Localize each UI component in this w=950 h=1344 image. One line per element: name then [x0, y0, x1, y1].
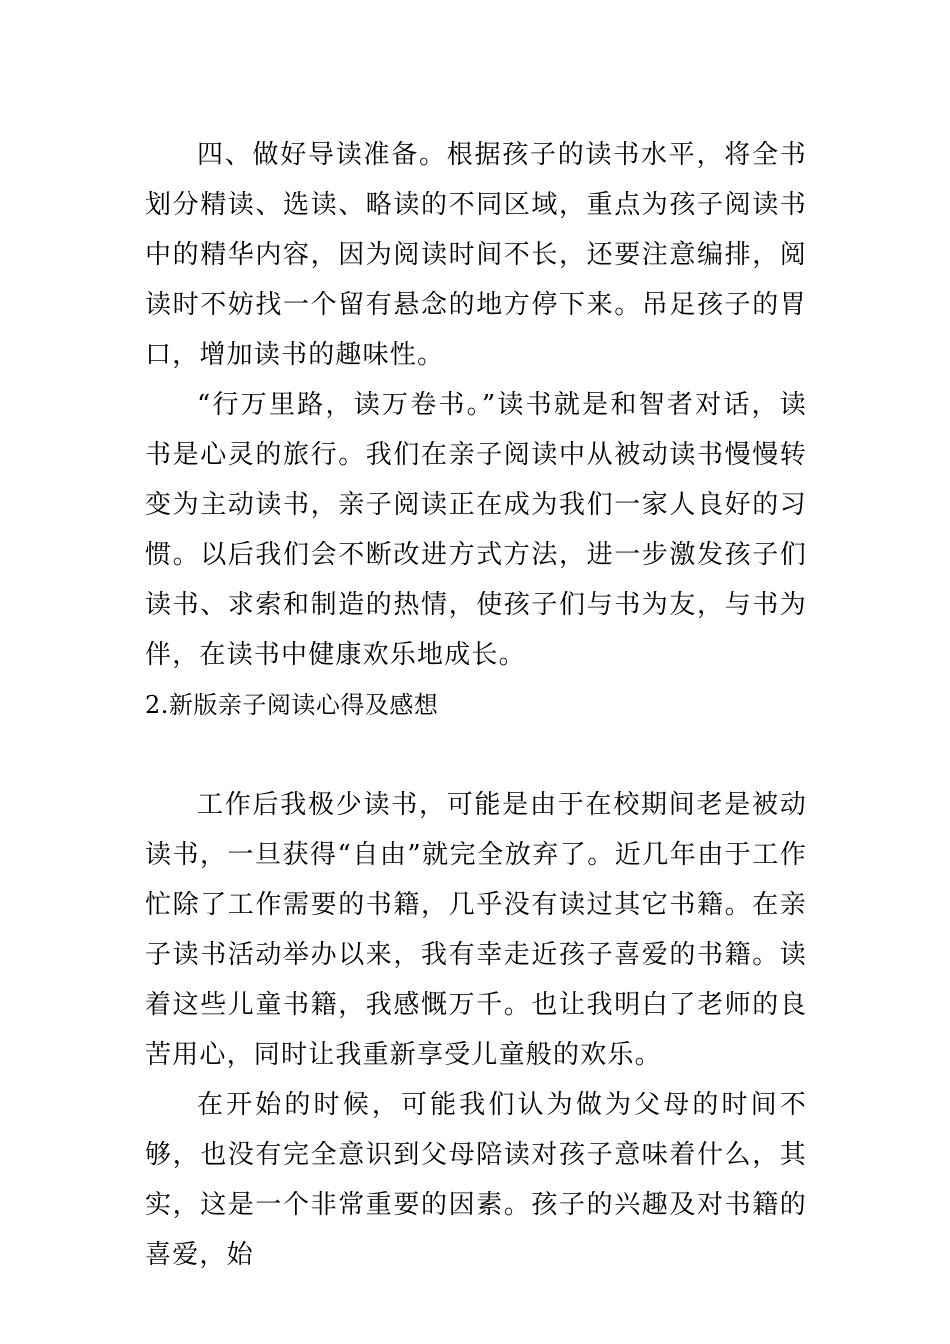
paragraph-parent-time: 在开始的时候，可能我们认为做为父母的时间不够，也没有完全意识到父母陪读对孩子意味着什么，其实，这是一个非常重要的因素。孩子的兴趣及对书籍的喜爱，始	[145, 1090, 807, 1270]
document-body	[145, 130, 807, 1280]
section-heading: 2.新版亲子阅读心得及感想	[145, 691, 439, 719]
paragraph-reading-conclusion: “行万里路，读万卷书。”读书就是和智者对话，读书是心灵的旅行。我们在亲子阅读中从被动读书慢慢转变为主动读书，亲子阅读正在成为我们一家人良好的习惯。以后我们会不断改进方式方法，进一步激发孩子们读书、求索和制造的热情，使孩子们与书为友，与书为伴，在读书中健康欢乐地成长。	[145, 390, 807, 670]
paragraph-work-reading: 工作后我极少读书，可能是由于在校期间老是被动读书，一旦获得“自由”就完全放弃了。近几年由于工作忙除了工作需要的书籍，几乎没有读过其它书籍。在亲子读书活动举办以来，我有幸走近孩子喜爱的书籍。读着这些儿童书籍，我感慨万千。也让我明白了老师的良苦用心，同时让我重新享受儿童般的欢乐。	[145, 790, 807, 1070]
paragraph-reading-guidance: 四、做好导读准备。根据孩子的读书水平，将全书划分精读、选读、略读的不同区域，重点为孩子阅读书中的精华内容，因为阅读时间不长，还要注意编排，阅读时不妨找一个留有悬念的地方停下来。吊足孩子的胃口，增加读书的趣味性。	[145, 140, 807, 370]
blank-line	[145, 730, 807, 780]
